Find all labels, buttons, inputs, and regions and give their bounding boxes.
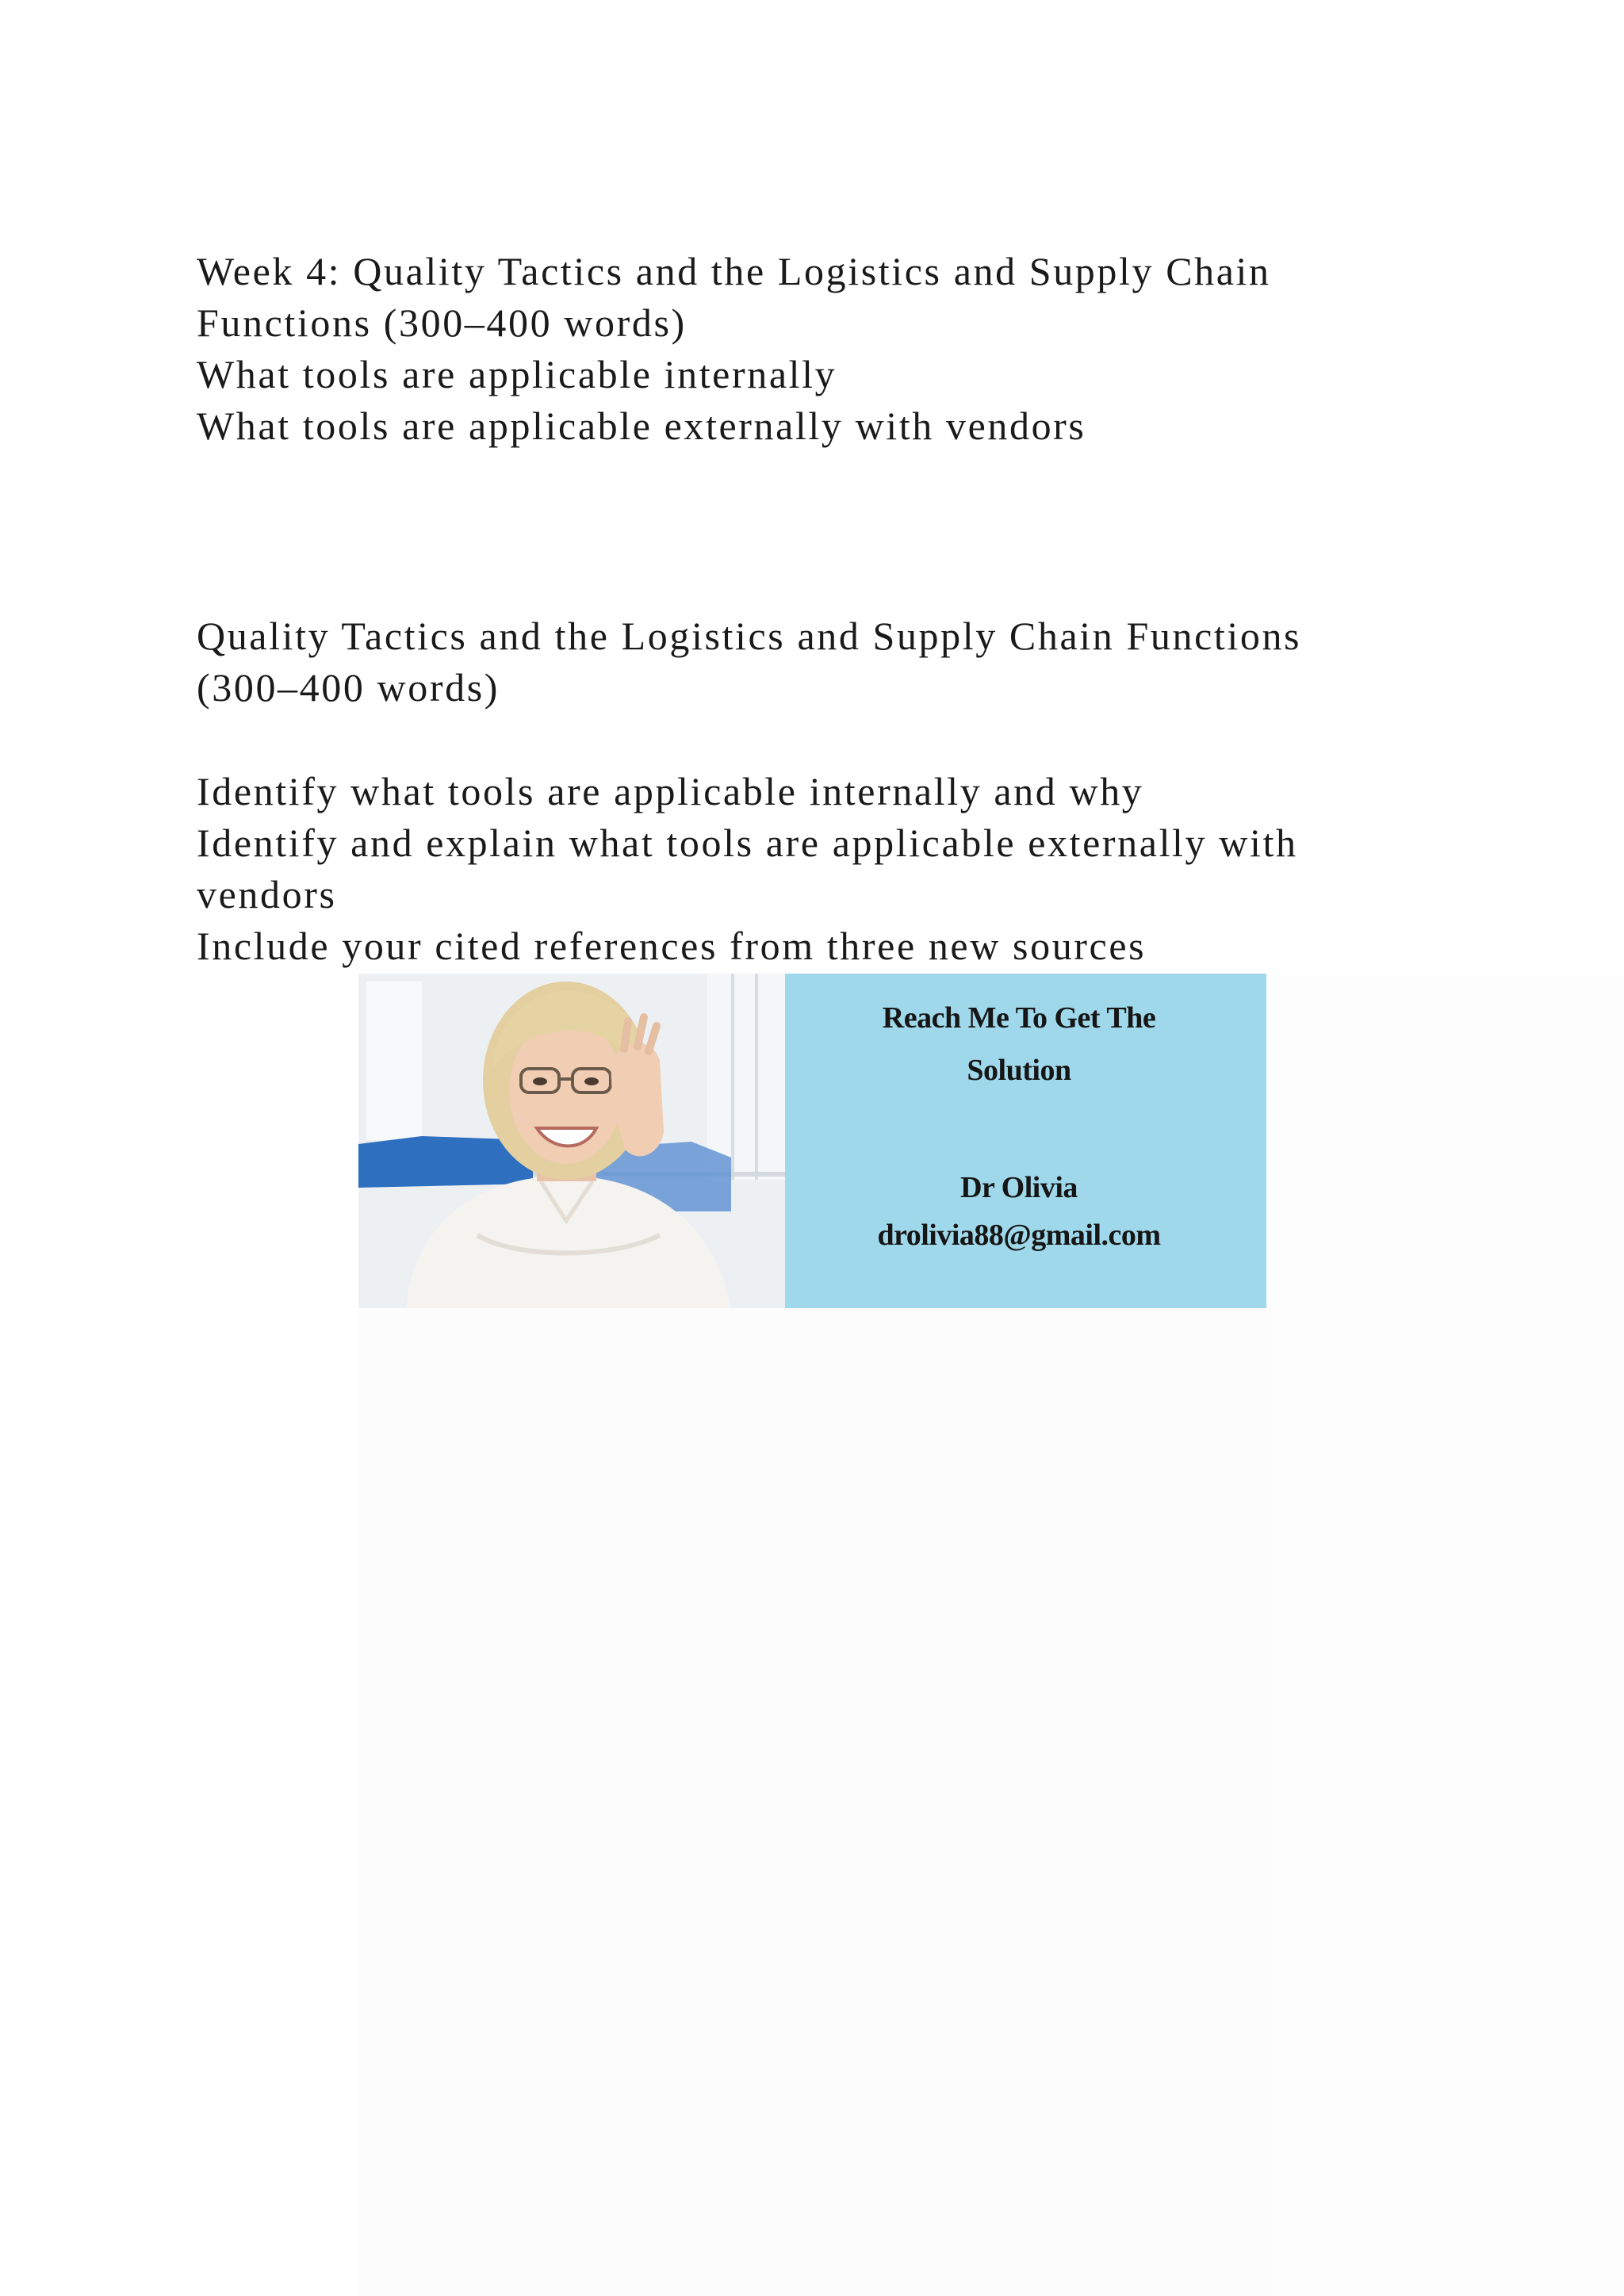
heading-line: Functions (300–400 words) (197, 300, 687, 345)
page-shade-below-banner (358, 1308, 1266, 2296)
heading-line: Week 4: Quality Tactics and the Logistics and Supply Chain (197, 249, 1271, 293)
question-line: What tools are applicable internally (197, 352, 837, 396)
instruction-line: vendors (197, 872, 337, 916)
contact-name: Dr Olivia (960, 1171, 1078, 1204)
contact-panel (785, 974, 1266, 1308)
assignment-heading-block (197, 246, 1271, 452)
instruction-line: Identify what tools are applicable internally and why (197, 769, 1144, 813)
banner-title-line2: Solution (967, 1054, 1071, 1087)
contact-email: drolivia88@gmail.com (877, 1219, 1161, 1252)
section-title-block (197, 610, 1301, 714)
banner-title-line1: Reach Me To Get The (882, 1001, 1156, 1035)
section-title-line: Quality Tactics and the Logistics and Supply Chain Functions (197, 614, 1302, 658)
question-line: What tools are applicable externally with vendors (197, 404, 1086, 448)
instruction-line: Include your cited references from three new sources (197, 924, 1147, 968)
instructions-block (197, 766, 1298, 972)
contact-banner (358, 974, 1266, 1308)
section-title-line: (300–400 words) (197, 665, 500, 710)
page-shade-right (1266, 975, 1624, 2296)
instruction-line: Identify and explain what tools are applicable externally with (197, 821, 1298, 865)
smiling-woman-photo-icon (358, 974, 785, 1308)
